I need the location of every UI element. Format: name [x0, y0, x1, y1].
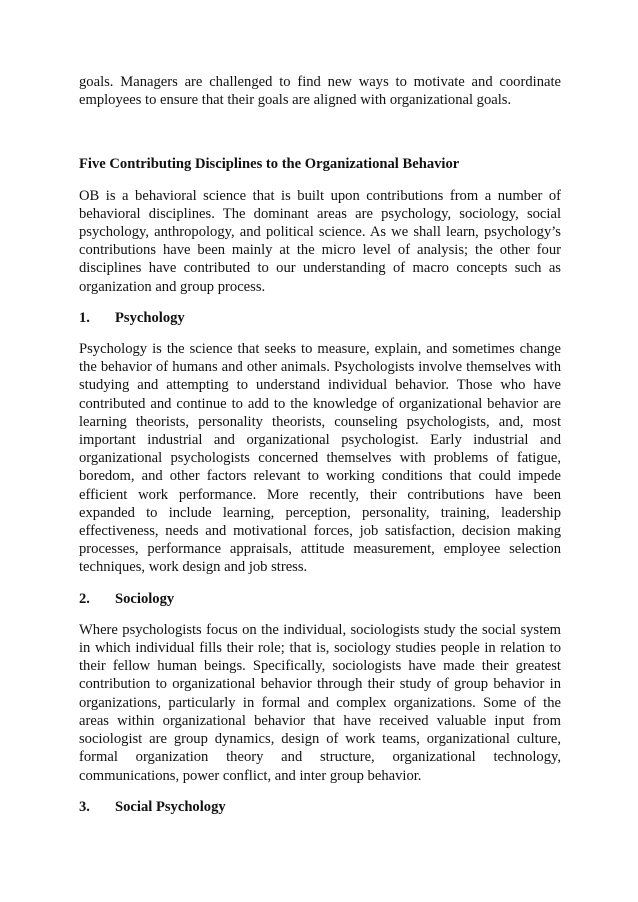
- section-heading-psychology: [79, 309, 561, 327]
- section-title: Sociology: [115, 590, 175, 607]
- section-heading-sociology: [79, 590, 561, 608]
- main-heading: Five Contributing Disciplines to the Organizational Behavior: [79, 156, 460, 173]
- section-number: 1.: [79, 309, 90, 326]
- section-number: 3.: [79, 798, 90, 815]
- overview-paragraph: OB is a behavioral science that is built upon contributions from a number of behavioral disciplines. The dominant areas are psychology, sociology, social psychology, anthropology, and political science. As we shall learn, psychology’s contributions have been mainly at the micro level of analysis; the other four disciplines have contributed to our understanding of macro concepts such as organization and group process.: [79, 187, 561, 295]
- psychology-paragraph: Psychology is the science that seeks to measure, explain, and sometimes change the behavior of humans and other animals. Psychologists involve themselves with studying and attempting to understand individual behavior. Those who have contributed and continue to add to the knowledge of organizational behavior are learning theorists, personality theorists, counseling psychologists, and, most important industrial and organizational psychologist. Early industrial and organizational psychologists concerned themselves with problems of fatigue, boredom, and other factors relevant to working conditions that could impede efficient work performance. More recently, their contributions have been expanded to include learning, perception, personality, training, leadership effectiveness, needs and motivational forces, job satisfaction, decision making processes, performance appraisals, attitude measurement, employee selection techniques, work design and job stress.: [79, 341, 561, 576]
- intro-paragraph: goals. Managers are challenged to find new ways to motivate and coordinate employees to ensure that their goals are aligned with organizational goals.: [79, 74, 561, 109]
- section-heading-social-psychology: [79, 798, 561, 816]
- section-number: 2.: [79, 590, 90, 607]
- sociology-paragraph: Where psychologists focus on the individual, sociologists study the social system in which individual fills their role; that is, sociology studies people in relation to their fellow human beings. Specifically, sociologists have made their greatest contribution to organizational behavior through their study of group behavior in organizations, particularly in formal and complex organizations. Some of the areas within organizational behavior that have received valuable input from sociologist are group dynamics, design of work teams, organizational culture, formal organization theory and structure, organizational technology, communications, power conflict, and inter group behavior.: [79, 621, 561, 784]
- document-page: [79, 73, 561, 829]
- section-title: Social Psychology: [115, 798, 226, 815]
- section-title: Psychology: [115, 309, 185, 326]
